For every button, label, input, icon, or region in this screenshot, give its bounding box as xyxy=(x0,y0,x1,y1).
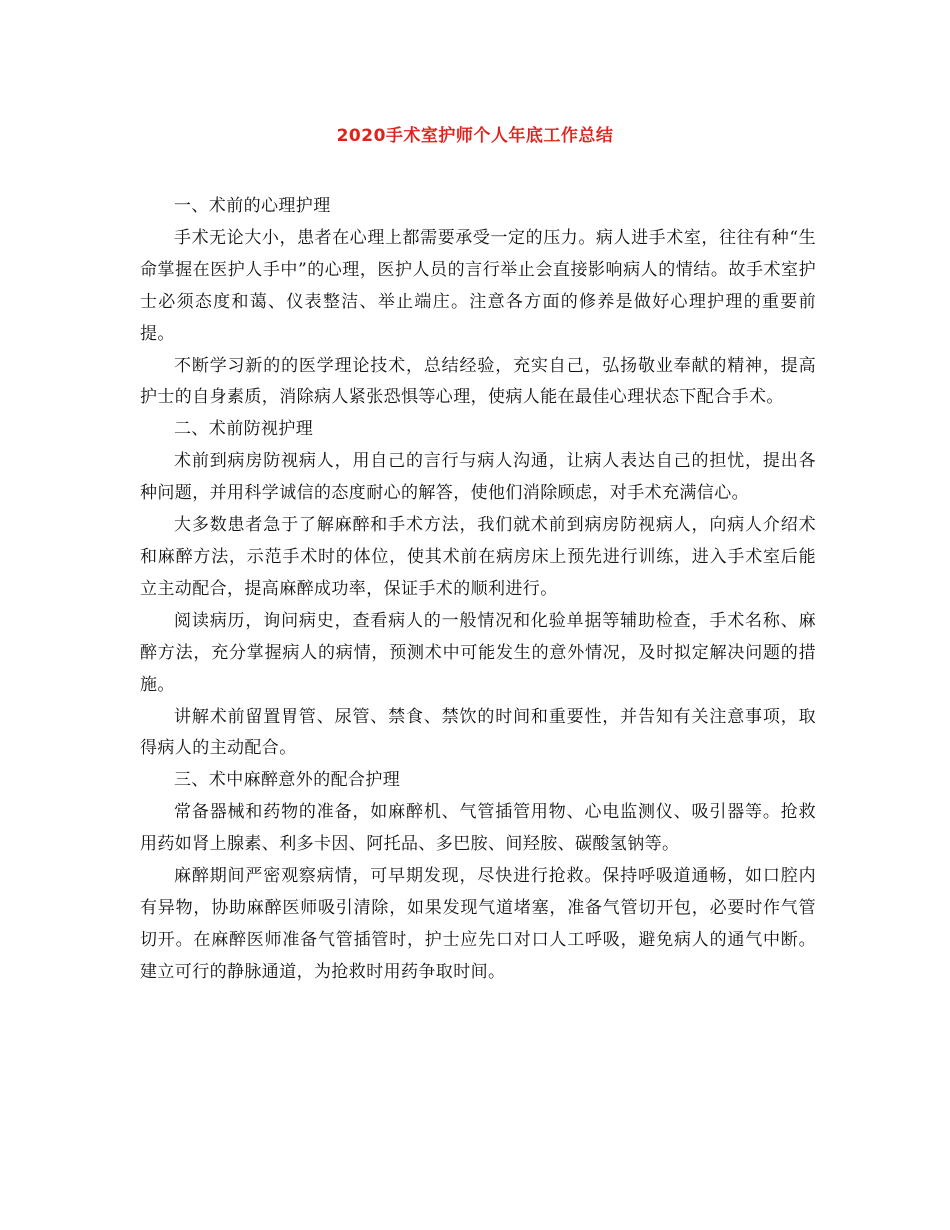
body-paragraph: 讲解术前留置胃管、尿管、禁食、禁饮的时间和重要性，并告知有关注意事项，取得病人的主动配合。 xyxy=(140,706,816,759)
body-paragraph: 大多数患者急于了解麻醉和手术方法，我们就术前到病房防视病人，向病人介绍术和麻醉方法，示范手术时的体位，使其术前在病房床上预先进行训练，进入手术室后能立主动配合，提高麻醉成功率，保证手术的顺利进行。 xyxy=(140,515,816,599)
body-paragraph: 阅读病历，询问病史，查看病人的一般情况和化验单据等辅助检查，手术名称、麻醉方法，充分掌握病人的病情，预测术中可能发生的意外情况，及时拟定解决问题的措施。 xyxy=(140,610,816,695)
body-paragraph: 术前到病房防视病人，用自己的言行与病人沟通，让病人表达自己的担忧，提出各种问题，并用科学诚信的态度耐心的解答，使他们消除顾虑，对手术充满信心。 xyxy=(140,451,816,504)
section-heading-1: 一、术前的心理护理 xyxy=(174,196,331,216)
document-body xyxy=(140,191,816,989)
body-paragraph: 麻醉期间严密观察病情，可早期发现，尽快进行抢救。保持呼吸道通畅，如口腔内有异物，协助麻醉医师吸引清除，如果发现气道堵塞，准备气管切开包，必要时作气管切开。在麻醉医师准备气管插管时，护士应先口对口人工呼吸，避免病人的通气中断。建立可行的静脉通道，为抢救时用药争取时间。 xyxy=(140,866,816,982)
body-paragraph: 不断学习新的的医学理论技术，总结经验，充实自己，弘扬敬业奉献的精神，提高护士的自身素质，消除病人紧张恐惧等心理，使病人能在最佳心理状态下配合手术。 xyxy=(140,355,816,408)
document-title: 2020手术室护师个人年底工作总结 xyxy=(336,126,614,146)
body-paragraph: 常备器械和药物的准备，如麻醉机、气管插管用物、心电监测仪、吸引器等。抢救用药如肾上腺素、利多卡因、阿托品、多巴胺、间羟胺、碳酸氢钠等。 xyxy=(140,802,816,855)
body-paragraph: 手术无论大小，患者在心理上都需要承受一定的压力。病人进手术室，往往有种“生命掌握在医护人手中”的心理，医护人员的言行举止会直接影响病人的情结。故手术室护士必须态度和蔼、仪表整洁、举止端庄。注意各方面的修养是做好心理护理的重要前提。 xyxy=(140,227,816,344)
section-heading-3: 三、术中麻醉意外的配合护理 xyxy=(174,770,401,791)
section-heading-2: 二、术前防视护理 xyxy=(174,419,314,440)
